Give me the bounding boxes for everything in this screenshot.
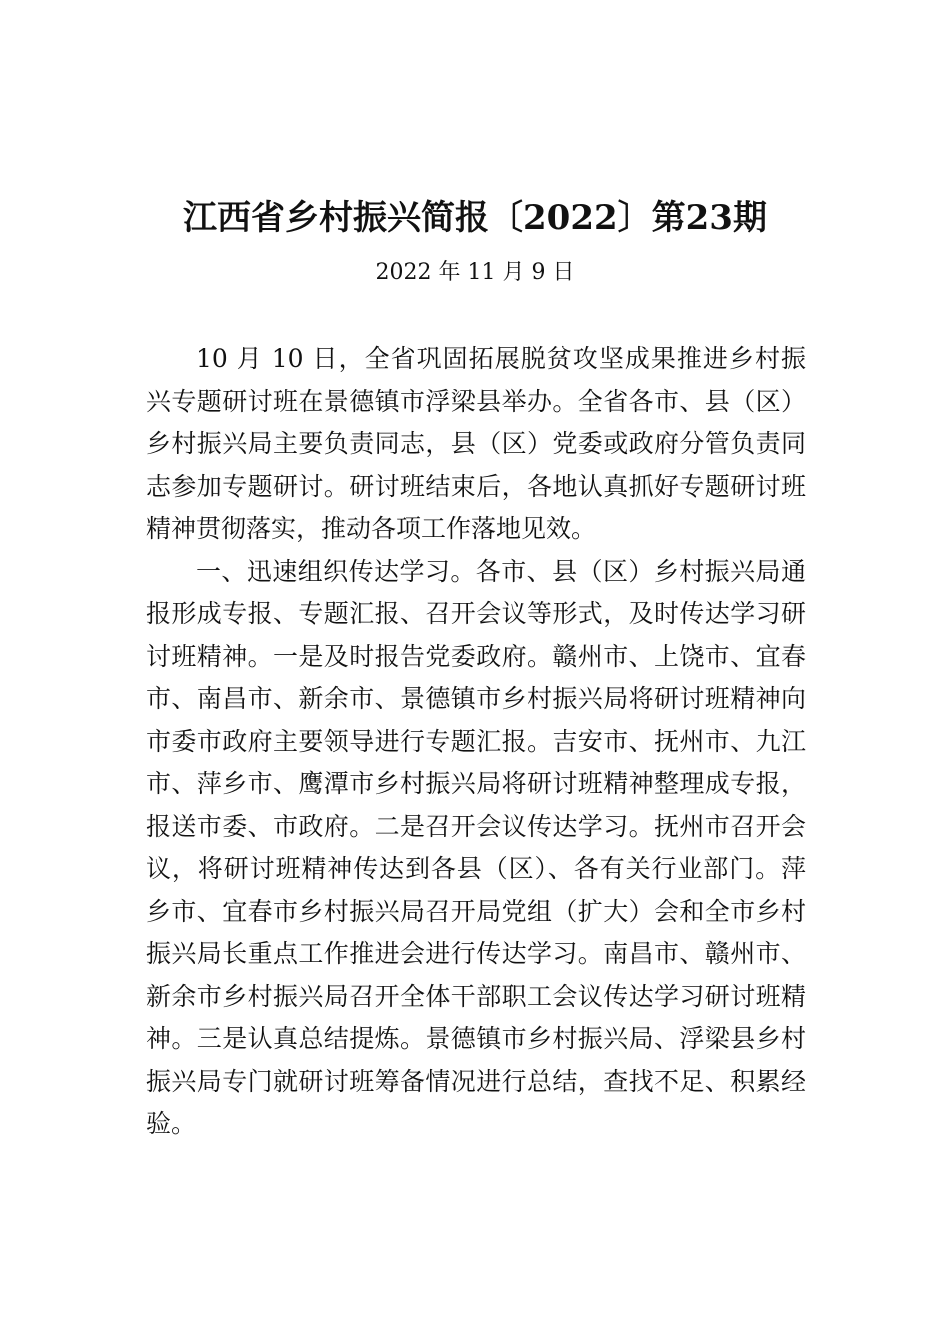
document-body xyxy=(146,338,806,1146)
paragraph-section-one: 一、迅速组织传达学习。各市、县（区）乡村振兴局通报形成专报、专题汇报、召开会议等形式，及时传达学习研讨班精神。一是及时报告党委政府。赣州市、上饶市、宜春市、南昌市、新余市、景德镇市乡村振兴局将研讨班精神向市委市政府主要领导进行专题汇报。吉安市、抚州市、九江市、萍乡市、鹰潭市乡村振兴局将研讨班精神整理成专报， 报送市委、市政府。二是召开会议传达学习。抚州市召开会议，将研讨班精神传达到各县（区）、各有关行业部门。萍乡市、宜春市乡村振兴局召开局党组（扩大）会和全市乡村振兴局长重点工作推进会进行传达学习。南昌市、赣州市、新余市乡村振兴局召开全体干部职工会议传达学习研讨班精神。三是认真总结提炼。景德镇市乡村振兴局、浮梁县乡村振兴局专门就研讨班筹备情况进行总结，查找不足、积累经验。 xyxy=(146,556,806,1138)
document-title: 江西省乡村振兴简报〔2022〕第23期 xyxy=(183,198,767,238)
paragraph-intro: 10 月 10 日，全省巩固拓展脱贫攻坚成果推进乡村振兴专题研讨班在景德镇市浮梁县举办。全省各市、县（区）乡村振兴局主要负责同志，县（区）党委或政府分管负责同志参加专题研讨。研讨班结束后，各地认真抓好专题研讨班精神贯彻落实，推动各项工作落地见效。 xyxy=(146,344,806,543)
document-date: 2022 年 11 月 9 日 xyxy=(375,260,575,285)
